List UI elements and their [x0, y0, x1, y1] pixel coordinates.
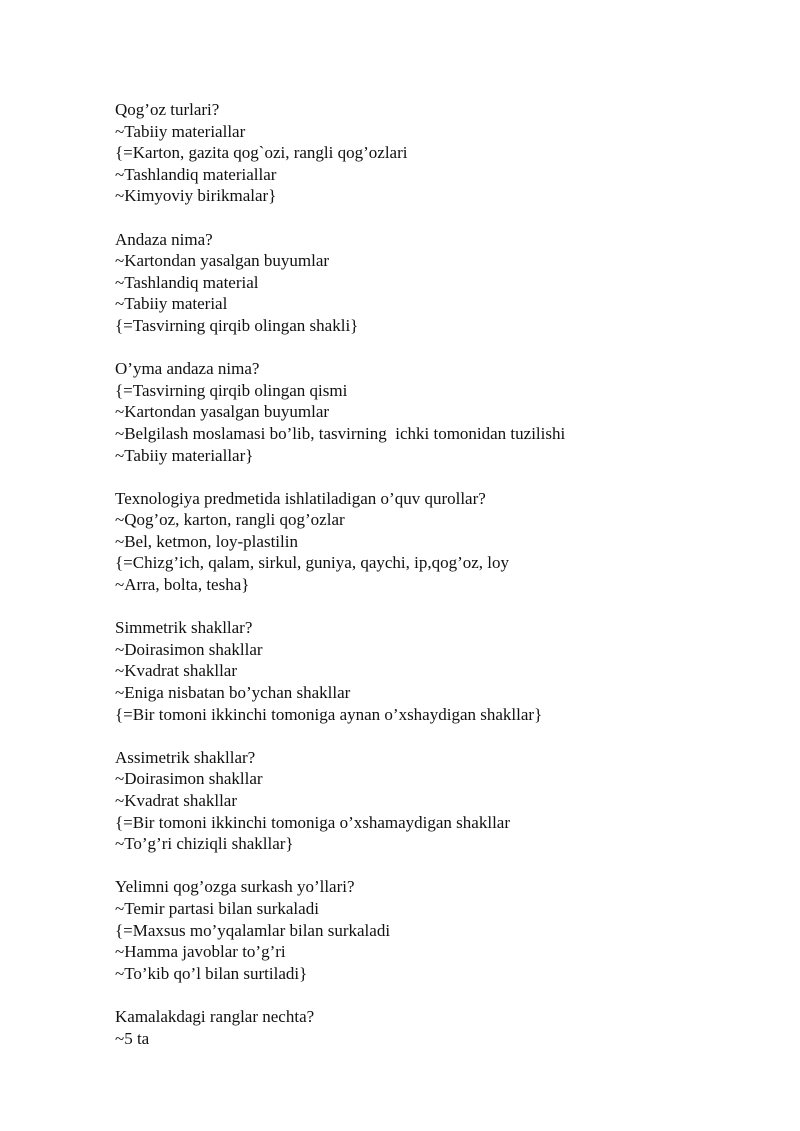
- question-text: O’yma andaza nima?: [115, 359, 260, 379]
- question-text: Yelimni qog’ozga surkash yo’llari?: [115, 877, 355, 897]
- question-block: [115, 358, 775, 466]
- answer-option: ~Temir partasi bilan surkaladi: [115, 898, 319, 918]
- answer-option: ~Arra, bolta, tesha}: [115, 575, 250, 595]
- question-text: Assimetrik shakllar?: [115, 747, 256, 767]
- question-text: Texnologiya predmetida ishlatiladigan o’quv qurollar?: [115, 488, 486, 508]
- document-page: [115, 99, 775, 1071]
- answer-option: {=Chizg’ich, qalam, sirkul, guniya, qaychi, ip,qog’oz, loy: [115, 553, 510, 573]
- answer-option: ~Kartondan yasalgan buyumlar: [115, 251, 330, 271]
- answer-option: ~Kvadrat shakllar: [115, 791, 238, 810]
- answer-option: ~Tashlandiq material: [115, 272, 259, 292]
- answer-option: ~To’g’ri chiziqli shakllar}: [115, 834, 294, 854]
- question-block: [115, 747, 775, 855]
- question-block: [115, 229, 775, 337]
- answer-option: {=Karton, gazita qog`ozi, rangli qog’ozlari: [115, 143, 408, 163]
- answer-option: ~Bel, ketmon, loy-plastilin: [115, 531, 298, 551]
- answer-option: ~Kvadrat shakllar: [115, 661, 238, 681]
- answer-option: ~Kimyoviy birikmalar}: [115, 186, 277, 206]
- answer-option: ~5 ta: [115, 1028, 150, 1048]
- question-text: Kamalakdagi ranglar nechta?: [115, 1006, 315, 1026]
- answer-option: ~Tabiiy materiallar}: [115, 445, 254, 465]
- answer-option: {=Maxsus mo’yqalamlar bilan surkaladi: [115, 920, 391, 940]
- answer-option: ~Eniga nisbatan bo’ychan shakllar: [115, 683, 351, 703]
- answer-option: ~Tabiiy material: [115, 294, 228, 314]
- answer-option: ~Tabiiy materiallar: [115, 121, 246, 141]
- answer-option: ~Kartondan yasalgan buyumlar: [115, 402, 330, 422]
- question-block: [115, 876, 775, 984]
- answer-option: {=Bir tomoni ikkinchi tomoniga o’xshamaydigan shakllar: [115, 812, 510, 832]
- answer-option: ~Qog’oz, karton, rangli qog’ozlar: [115, 510, 345, 530]
- question-text: Qog’oz turlari?: [115, 100, 220, 119]
- answer-option: ~To’kib qo’l bilan surtiladi}: [115, 963, 308, 983]
- answer-option: ~Doirasimon shakllar: [115, 769, 263, 789]
- answer-option: ~Belgilash moslamasi bo’lib, tasvirning ichki tomonidan tuzilishi: [115, 423, 566, 443]
- question-block: [115, 99, 775, 207]
- answer-option: ~Hamma javoblar to’g’ri: [115, 942, 286, 962]
- question-block: [115, 1006, 775, 1049]
- question-block: [115, 617, 775, 725]
- question-text: Andaza nima?: [115, 229, 213, 249]
- question-block: [115, 488, 775, 596]
- answer-option: {=Tasvirning qirqib olingan qismi: [115, 380, 348, 400]
- answer-option: {=Tasvirning qirqib olingan shakli}: [115, 315, 359, 335]
- question-text: Simmetrik shakllar?: [115, 618, 253, 638]
- answer-option: {=Bir tomoni ikkinchi tomoniga aynan o’xshaydigan shakllar}: [115, 704, 543, 724]
- answer-option: ~Tashlandiq materiallar: [115, 164, 277, 184]
- answer-option: ~Doirasimon shakllar: [115, 639, 263, 659]
